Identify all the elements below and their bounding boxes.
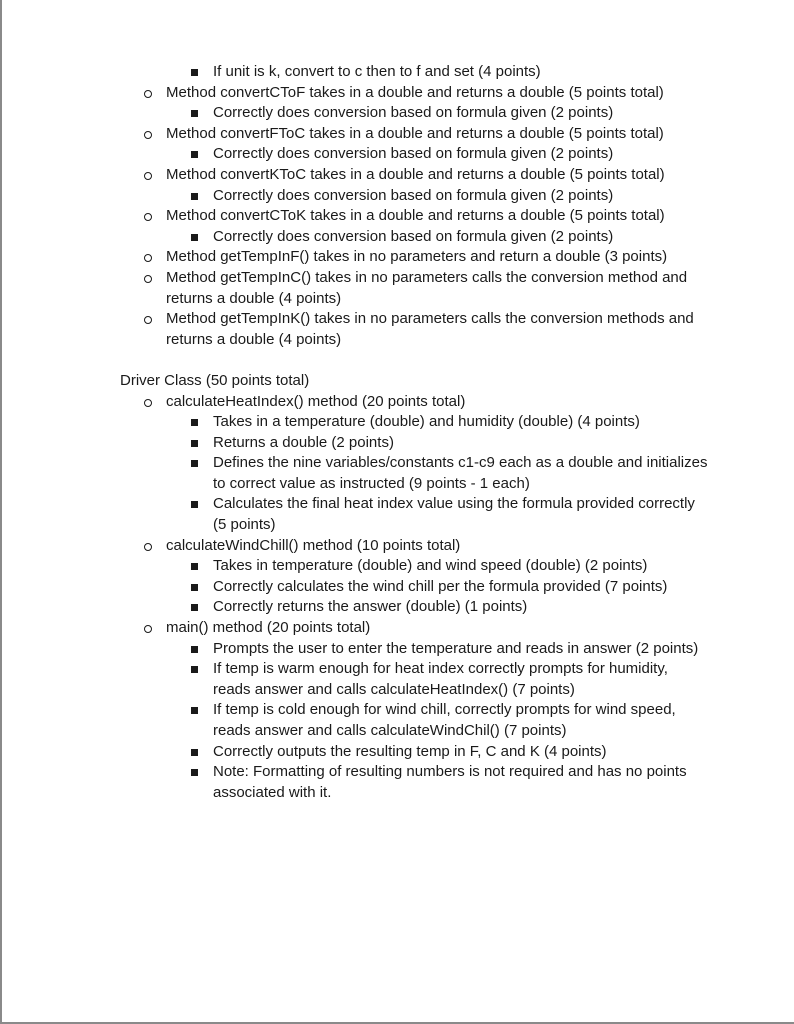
list-item: [2, 186, 762, 207]
item-text: main() method (20 points total): [166, 619, 371, 637]
list-item: [2, 124, 762, 145]
item-text-line: reads answer and calls calculateWindChil() (7 points): [213, 722, 567, 739]
item-text-line: Defines the nine variables/constants c1-c9 each as a double and initializes: [213, 454, 708, 472]
item-text-line: Method getTempInK() takes in no parameters calls the conversion methods and: [166, 310, 694, 328]
circle-bullet-icon: [144, 316, 152, 324]
item-text: Method convertCToF takes in a double and returns a double (5 points total): [166, 83, 664, 101]
list-item: [2, 227, 762, 248]
square-bullet-icon: [191, 604, 198, 611]
square-bullet-icon: [191, 749, 198, 756]
list-item: [2, 597, 762, 618]
item-text: Takes in temperature (double) and wind speed (double) (2 points): [213, 557, 648, 575]
item-text: Correctly returns the answer (double) (1 points): [213, 598, 528, 616]
item-text-line: If temp is cold enough for wind chill, correctly prompts for wind speed,: [213, 701, 676, 719]
item-text-line: returns a double (4 points): [166, 330, 342, 348]
list-item: [2, 639, 762, 660]
square-bullet-icon: [191, 440, 198, 447]
list-item: [2, 618, 762, 639]
item-text: Method convertCToK takes in a double and returns a double (5 points total): [166, 207, 665, 225]
square-bullet-icon: [191, 646, 198, 653]
blank-line: [2, 350, 762, 371]
item-text-line: Note: Formatting of resulting numbers is not required and has no points: [213, 763, 687, 781]
circle-bullet-icon: [144, 399, 152, 407]
list-item: [2, 268, 762, 309]
square-bullet-icon: [191, 666, 198, 673]
item-text-line: Calculates the final heat index value using the formula provided correctly: [213, 495, 695, 513]
item-text-line: reads answer and calls calculateHeatIndex() (7 points): [213, 680, 575, 698]
square-bullet-icon: [191, 69, 198, 76]
list-item: [2, 62, 762, 83]
item-text-line: If temp is warm enough for heat index correctly prompts for humidity,: [213, 660, 668, 678]
list-item: [2, 206, 762, 227]
list-item: [2, 103, 762, 124]
list-item: [2, 762, 762, 803]
item-text: Correctly does conversion based on formula given (2 points): [213, 145, 614, 163]
list-item: [2, 536, 762, 557]
circle-bullet-icon: [144, 543, 152, 551]
circle-bullet-icon: [144, 213, 152, 221]
square-bullet-icon: [191, 460, 198, 467]
list-item: [2, 412, 762, 433]
square-bullet-icon: [191, 563, 198, 570]
list-item: [2, 577, 762, 598]
square-bullet-icon: [191, 501, 198, 508]
list-item: [2, 742, 762, 763]
item-text: Method getTempInF() takes in no parameters and return a double (3 points): [166, 248, 668, 266]
square-bullet-icon: [191, 584, 198, 591]
square-bullet-icon: [191, 769, 198, 776]
item-text: Correctly does conversion based on formula given (2 points): [213, 227, 614, 245]
item-text: Correctly outputs the resulting temp in F, C and K (4 points): [213, 742, 607, 760]
item-text: Correctly calculates the wind chill per the formula provided (7 points): [213, 577, 668, 595]
item-text-line: returns a double (4 points): [166, 289, 342, 307]
circle-bullet-icon: [144, 254, 152, 262]
list-item: [2, 247, 762, 268]
circle-bullet-icon: [144, 172, 152, 180]
list-item: [2, 144, 762, 165]
item-text: Prompts the user to enter the temperature and reads in answer (2 points): [213, 639, 699, 657]
item-text: Method convertKToC takes in a double and returns a double (5 points total): [166, 165, 665, 183]
circle-bullet-icon: [144, 625, 152, 633]
square-bullet-icon: [191, 151, 198, 158]
item-text: Method convertFToC takes in a double and returns a double (5 points total): [166, 124, 664, 142]
circle-bullet-icon: [144, 131, 152, 139]
square-bullet-icon: [191, 419, 198, 426]
document-content: [2, 62, 762, 803]
item-text-line: to correct value as instructed (9 points - 1 each): [213, 474, 530, 492]
section-heading: [2, 371, 762, 392]
square-bullet-icon: [191, 234, 198, 241]
circle-bullet-icon: [144, 275, 152, 283]
list-item: [2, 392, 762, 413]
item-text-line: associated with it.: [213, 783, 332, 801]
item-text: Takes in a temperature (double) and humidity (double) (4 points): [213, 413, 640, 431]
square-bullet-icon: [191, 110, 198, 117]
list-item: [2, 165, 762, 186]
circle-bullet-icon: [144, 90, 152, 98]
list-item: [2, 700, 762, 741]
list-item: [2, 659, 762, 700]
item-text: Correctly does conversion based on formula given (2 points): [213, 186, 614, 204]
list-item: [2, 309, 762, 350]
item-text: Returns a double (2 points): [213, 433, 394, 451]
list-item: [2, 83, 762, 104]
item-text: calculateWindChill() method (10 points total): [166, 536, 461, 554]
item-text-line: (5 points): [213, 516, 276, 534]
list-item: [2, 453, 762, 494]
list-item: [2, 494, 762, 535]
item-text: calculateHeatIndex() method (20 points total): [166, 392, 466, 410]
list-item: [2, 433, 762, 454]
item-text-line: Method getTempInC() takes in no parameters calls the conversion method and: [166, 268, 688, 286]
square-bullet-icon: [191, 707, 198, 714]
driver-class-heading: Driver Class (50 points total): [120, 371, 310, 389]
list-item: [2, 556, 762, 577]
item-text: Correctly does conversion based on formula given (2 points): [213, 104, 614, 122]
square-bullet-icon: [191, 193, 198, 200]
item-text: If unit is k, convert to c then to f and set (4 points): [213, 63, 541, 80]
